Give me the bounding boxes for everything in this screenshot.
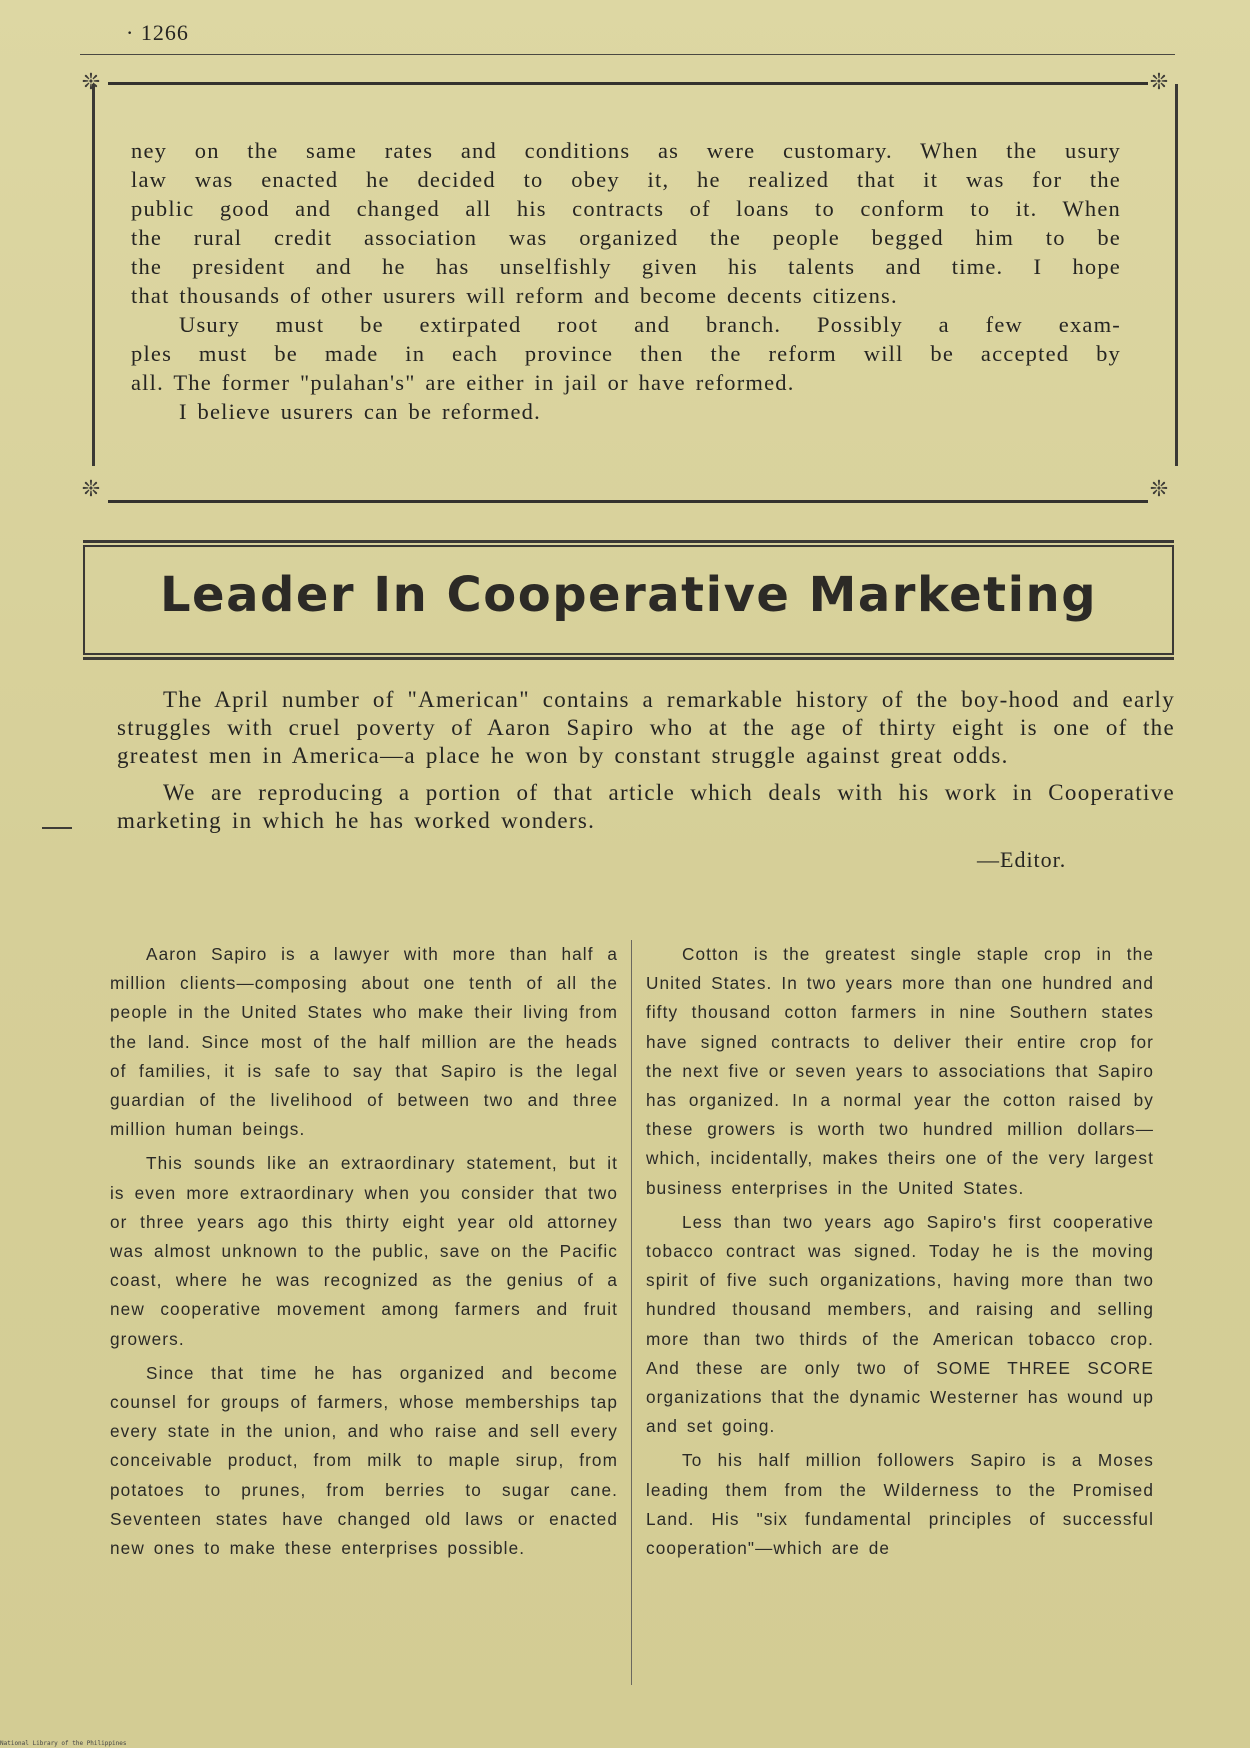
- excerpt-line: law was enacted he decided to obey it, he realized that it was for the: [131, 167, 1121, 192]
- top-rule: [80, 54, 1175, 55]
- column-paragraph: Since that time he has organized and become counsel for groups of farmers, whose memberships tap every state in the union, and who raise and sell every conceivable product, from milk to maple sirup, from potatoes to prunes, from berries to sugar cane. Seventeen states have changed old laws or enacted new ones to make these enterprises possible.: [110, 1362, 618, 1559]
- column-paragraph: Cotton is the greatest single staple crop in the United States. In two years more than one hundred and fifty thousand cotton farmers in nine Southern states have signed contracts to deliver their entire crop for the next five or seven years to associations that Sapiro has organized. In a normal year the cotton raised by these growers is worth two hundred million dollars—which, incidentally, makes theirs one of the very largest business enterprises in the United States.: [646, 944, 1154, 1198]
- title-box: [83, 545, 1174, 655]
- intro-paragraph: We are reproducing a portion of that article which deals with his work in Cooperative marketing in which he has worked wonders.: [117, 780, 1175, 833]
- intro-paragraph: The April number of "American" contains a remarkable history of the boy-hood and early struggles with cruel poverty of Aaron Sapiro who at the age of thirty eight is one of the greatest men in America—a place he won by constant struggle against great odds.: [117, 687, 1175, 768]
- left-column: [110, 940, 618, 1568]
- article-title: Leader In Cooperative Marketing: [159, 567, 1098, 623]
- corner-ornament-icon: ❊: [1149, 476, 1169, 501]
- right-column: [646, 940, 1154, 1568]
- excerpt-line: ples must be made in each province then the reform will be accepted by: [131, 341, 1121, 366]
- article-intro: [117, 686, 1175, 872]
- margin-dash: [42, 827, 72, 829]
- column-paragraph: Less than two years ago Sapiro's first cooperative tobacco contract was signed. Today he is the moving spirit of five such organizations, having more than two hundred thousand members, and raising and selling more than two thirds of the American tobacco crop. And these are only two of SOME THREE SCORE organizations that the dynamic Westerner has wound up and set going.: [646, 1211, 1154, 1437]
- excerpt-line: public good and changed all his contracts of loans to conform to it. When: [131, 196, 1121, 221]
- corner-ornament-icon: ❊: [81, 69, 101, 94]
- excerpt-line: I believe usurers can be reformed.: [179, 399, 541, 424]
- excerpt-text: [131, 136, 1121, 426]
- excerpt-line: the rural credit association was organized the people begged him to be: [131, 225, 1121, 250]
- column-paragraph: To his half million followers Sapiro is a Moses leading them from the Wilderness to the Promised Land. His "six fundamental principles of successful cooperation"—which are de: [646, 1450, 1154, 1559]
- excerpt-line: the president and he has unselfishly given his talents and time. I hope: [131, 254, 1121, 279]
- excerpt-line: ney on the same rates and conditions as were customary. When the usury: [131, 138, 1121, 163]
- column-paragraph: This sounds like an extraordinary statement, but it is even more extraordinary when you consider that two or three years ago this thirty eight year old attorney was almost unknown to the public, save on the Pacific coast, where he was recognized as the genius of a new cooperative movement among farmers and fruit growers.: [110, 1153, 618, 1349]
- corner-ornament-icon: ❊: [1149, 69, 1169, 94]
- corner-ornament-icon: ❊: [81, 476, 101, 501]
- column-divider: [631, 940, 632, 1685]
- scan-credit: National Library of the Philippines: [0, 1740, 127, 1747]
- column-paragraph: Aaron Sapiro is a lawyer with more than half a million clients—composing about one tenth of all the people in the United States who make their living from the land. Since most of the half million are the heads of families, it is safe to say that Sapiro is the legal guardian of the livelihood of between two and three million human beings.: [110, 944, 618, 1140]
- page-number: · 1266: [126, 20, 189, 45]
- excerpt-line: Usury must be extirpated root and branch. Possibly a few exam-: [179, 312, 1121, 337]
- excerpt-bottom-border: [108, 500, 1148, 503]
- excerpt-line: all. The former "pulahan's" are either in jail or have reformed.: [131, 370, 795, 395]
- editor-signature: —Editor.: [977, 847, 1067, 872]
- excerpt-line: that thousands of other usurers will reform and become decents citizens.: [131, 283, 898, 308]
